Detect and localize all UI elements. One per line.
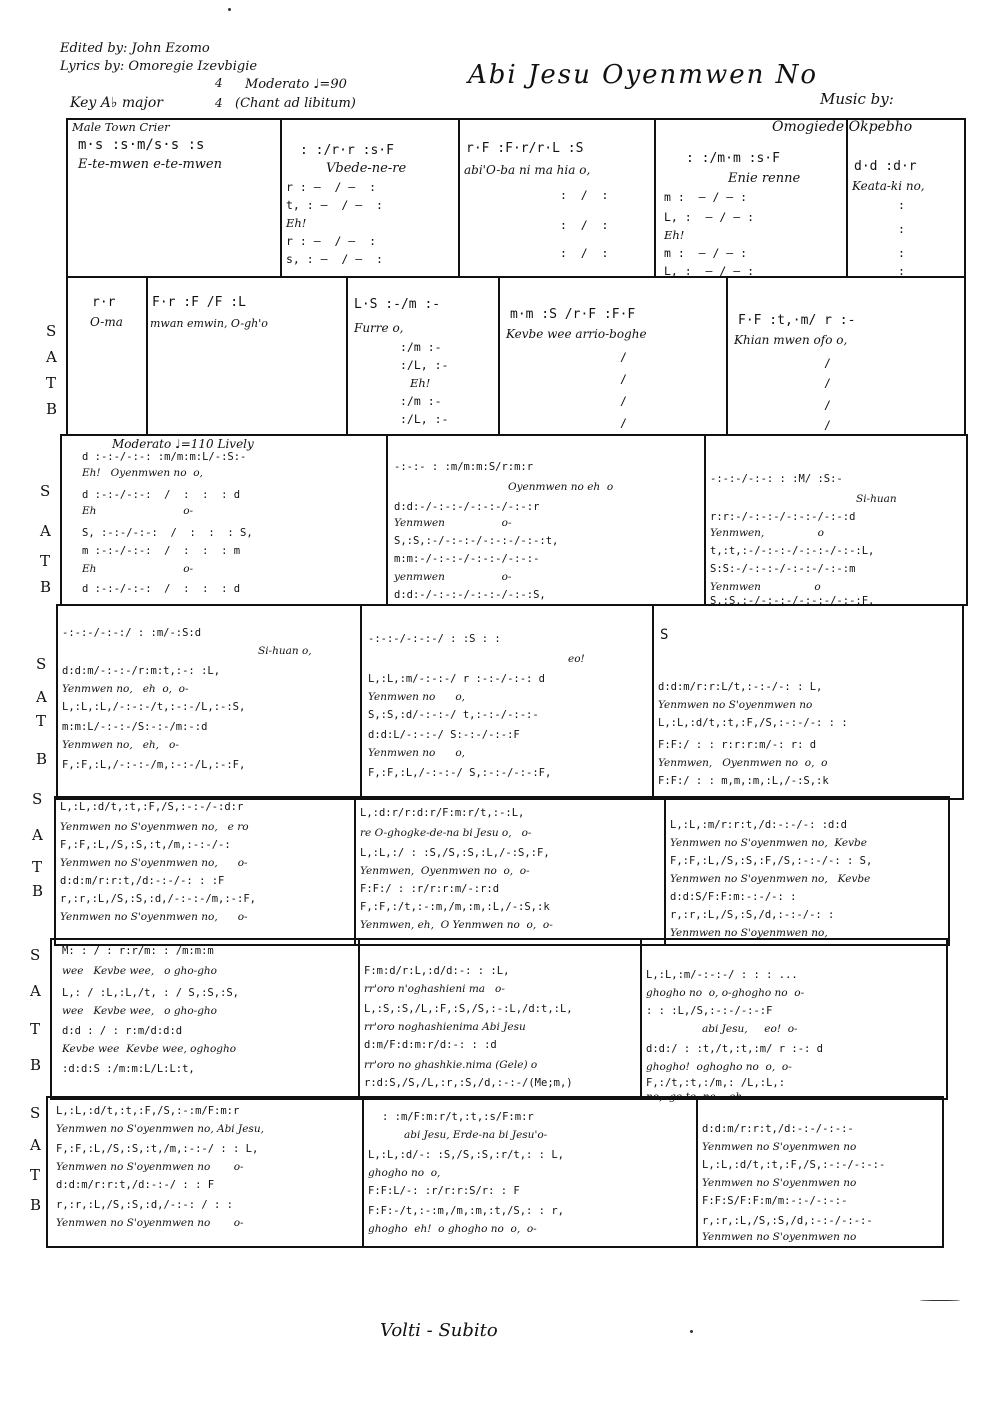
solfa-line: F,:F,:/t,:-:m,/m,:m,:L,/-:S,:k [360, 901, 550, 913]
solfa-line: / [824, 356, 831, 370]
lyric-line: E-te-mwen e-te-mwen [78, 157, 223, 172]
solfa-line: r:d:S,/S,/L,:r,:S,/d,:-:-/(Me;m,) [364, 1077, 573, 1089]
solfa-line: F,:F,:L,/S,:S,:t,/m,:-:-/-: [60, 839, 231, 851]
solfa-line: -:-:-/-:-:-/ : :S : : [368, 633, 501, 645]
solfa-line: d:d:-/-:-:-/-:-:-/-:-:r [394, 501, 540, 513]
solfa-line: F,:F,:L,/S,:S,:t,/m,:-:-/ : : L, [56, 1143, 259, 1155]
volti-subito: Volti - Subito [380, 1320, 498, 1341]
measure-cell [364, 1098, 698, 1246]
solfa-line: F:F:S/F:F:m/m:-:-/-:-:- [702, 1195, 848, 1207]
lyric-line: Keata-ki no, [852, 179, 925, 193]
solfa-line: L,:L,:d/-: :S,/S,:S,:r/t,: : L, [368, 1149, 564, 1161]
measure-cell [52, 940, 360, 1098]
voice-label-s: S [36, 655, 47, 673]
voice-label-a: A [40, 522, 51, 540]
voice-label-s: S [46, 322, 57, 340]
voice-label-s: S [32, 790, 43, 808]
lyric-line: Furre o, [354, 321, 404, 335]
solfa-line: r : — / — : [286, 180, 377, 194]
solfa-line: d:d:m/r:r:t,/d:-:-/ : : F [56, 1179, 215, 1191]
solfa-line: :d:d:S :/m:m:L/L:L:t, [62, 1063, 195, 1075]
measure-cell [666, 798, 948, 944]
lyric-line: Yenmwen no S'oyenmwen no [702, 1231, 857, 1243]
voice-label-t: T [40, 552, 51, 570]
voice-label-a: A [36, 688, 47, 706]
measure-cell [654, 606, 962, 798]
solfa-line: d :-:-/-:-: / : : : d [82, 583, 241, 595]
solfa-line: d :-:-/-:-: / : : : d [82, 489, 241, 501]
voice-label-t: T [32, 858, 43, 876]
solfa-line: L,:L,:d/t,:t,:F,/S,:-:m/F:m:r [56, 1105, 240, 1117]
lyric-line: Yenmwen no S'oyenmwen no, Kevbe [670, 873, 871, 885]
voice-label-b: B [40, 578, 52, 596]
voice-label-t: T [46, 374, 57, 392]
solfa-line: m·m :S /r·F :F·F [510, 307, 636, 322]
voice-label-a: A [32, 826, 43, 844]
solfa-line: -:-:-/-:-: : :M/ :S:- [710, 473, 843, 485]
solfa-line: L,:L,:m/-:-:-/ : : : ... [646, 969, 798, 981]
lyric-line: Eh! [286, 216, 307, 230]
measure-cell [356, 798, 666, 944]
lyric-line: Yenmwen no S'oyenmwen no [702, 1177, 857, 1189]
lyric-line: Vbede-ne-re [326, 161, 407, 176]
solfa-line: S,:S,:d/-:-:-/ t,:-:-/-:-:- [368, 709, 539, 721]
solfa-line: d:d : / : r:m/d:d:d [62, 1025, 183, 1037]
solfa-line: / [824, 376, 831, 390]
tempo-marking: Moderato ♩=90 [245, 77, 347, 92]
lyric-line: ghogho no o, o-ghogho no o- [646, 987, 805, 999]
lyric-line: Eh! [664, 228, 685, 242]
solfa-line: M: : / : r:r/m: : /m:m:m [62, 945, 214, 957]
solfa-line: / [620, 350, 627, 364]
solfa-line: d:d:S/F:F:m:-:-/-: : [670, 891, 797, 903]
lyric-line: ghogho no o, [368, 1167, 441, 1179]
scan-speck [920, 1300, 960, 1301]
solfa-line: r·r [92, 295, 116, 310]
system-row-5 [54, 796, 950, 946]
voice-label-s: S [40, 482, 51, 500]
lyric-line: Yenmwen no S'oyenmwen no, Kevbe [670, 837, 867, 849]
lyric-line: re O-ghogke-de-na bi Jesu o, o- [360, 827, 532, 839]
solfa-line: :/L, :- [400, 412, 449, 426]
solfa-line: F·r :F /F :L [152, 295, 246, 310]
measure-cell [500, 278, 728, 434]
solfa-line: S, :-:-/-:-: / : : : S, [82, 527, 253, 539]
lyric-line: wee Kevbe wee, o gho-gho [62, 1005, 217, 1017]
solfa-line: / [824, 398, 831, 412]
lyric-line: Kevbe wee Kevbe wee, oghogho [62, 1043, 237, 1055]
solfa-line: F:F:L/-: :r/r:r:S/r: : F [368, 1185, 520, 1197]
lyric-line: Yenmwen no, eh, o- [62, 739, 179, 751]
solfa-line: L,:d:r/r:d:r/F:m:r/t,:-:L, [360, 807, 525, 819]
solfa-line: d·d :d·r [854, 159, 917, 174]
lyric-line: no, ge-te no eh [646, 1091, 743, 1103]
measure-cell [348, 278, 500, 434]
solfa-line: F,:F,:L,/-:-:-/m,:-:-/L,:-:F, [62, 759, 246, 771]
system-row-7 [46, 1096, 944, 1248]
solfa-line: d:d:-/-:-:-/-:-:-/-:-:S, [394, 589, 546, 601]
system-row-4 [56, 604, 964, 800]
lyrics-by: Lyrics by: Omoregie Izevbigie [60, 59, 258, 74]
solfa-line: : / : [560, 218, 609, 232]
measure-cell [362, 606, 654, 798]
solfa-line: L,: / :L,:L,/t, : / S,:S,:S, [62, 987, 240, 999]
measure-cell [360, 940, 642, 1098]
solfa-line: : [898, 222, 905, 236]
lyric-line: Enie renne [728, 171, 801, 186]
lyric-line: Eh o- [82, 563, 194, 575]
lyric-line: Kevbe wee arrio-boghe [506, 327, 647, 341]
solfa-line: : [898, 198, 905, 212]
segno-sign: S [660, 627, 669, 643]
solfa-line: L, : — / — : [664, 210, 755, 224]
solfa-line: F,:/t,:t,:/m,: /L,:L,: [646, 1077, 786, 1089]
solfa-line: F,:F,:L,/S,:S,:F,/S,:-:-/-: : S, [670, 855, 873, 867]
solfa-line: m·s :s·m/s·s :s [78, 137, 205, 153]
solfa-line: : / : [560, 246, 609, 260]
lyric-line: rr'oro no ghashkie.nima (Gele) o [364, 1059, 538, 1071]
lyric-line: Eh o- [82, 505, 194, 517]
solfa-line: : :/m·m :s·F [686, 151, 780, 166]
solfa-line: S,:S,:-/-:-:-/-:-:-/-:-:t, [394, 535, 559, 547]
system-row-3 [60, 434, 968, 606]
solfa-line: -:-:-/-:-:/ : :m/-:S:d [62, 627, 202, 639]
lyric-line: Yenmwen, Oyenmwen no o, o [658, 757, 828, 769]
solfa-line: L,:L,:m/r:r:t,/d:-:-/-: :d:d [670, 819, 848, 831]
lyric-line: Yenmwen no S'oyenmwen no [658, 699, 813, 711]
solfa-line: r,:r,:L,/S,:S,:d,/-:-:-/m,:-:F, [60, 893, 256, 905]
solfa-line: r:r:-/-:-:-/-:-:-/-:-:d [710, 511, 856, 523]
lyric-line: Yenmwen no S'oyenmwen no, e ro [60, 821, 249, 833]
scan-speck [690, 1330, 693, 1333]
lyric-line: yenmwen o- [394, 571, 512, 583]
solfa-line: L,:L,:/ : :S,/S,:S,:L,/-:S,:F, [360, 847, 550, 859]
time-signature-bottom: 4 [215, 96, 223, 110]
measure-cell [388, 436, 706, 604]
lyric-line: Yenmwen o- [394, 517, 512, 529]
measure-cell [148, 278, 348, 434]
measure-cell [706, 436, 966, 607]
solfa-line: d:d:m/r:r:L/t,:-:-/-: : L, [658, 681, 823, 693]
solfa-line: r,:r,:L,/S,:S,/d,:-:-/-:-:- [702, 1215, 873, 1227]
solfa-line: d:d:L/-:-:-/ S:-:-/-:-:F [368, 729, 520, 741]
voice-label-b: B [32, 882, 44, 900]
lyric-line: Yenmwen no S'oyenmwen no, [670, 927, 828, 939]
lyric-line: Khian mwen ofo o, [734, 333, 848, 347]
solfa-line: F,:F,:L,/-:-:-/ S,:-:-/-:-:F, [368, 767, 552, 779]
solfa-line: r : — / — : [286, 234, 377, 248]
measure-cell [698, 1098, 942, 1246]
solfa-line: : [898, 264, 905, 278]
voice-label-b: B [30, 1056, 42, 1074]
music-by-label: Music by: [820, 90, 894, 108]
lyric-line: Yenmwen no, eh o, o- [62, 683, 189, 695]
solfa-line: L·S :-/m :- [354, 297, 441, 312]
solfa-line: L,:L,:L,/-:-:-/t,:-:-/L,:-:S, [62, 701, 246, 713]
solfa-line: m:m:L/-:-:-/S:-:-/m:-:d [62, 721, 208, 733]
solfa-line: F:m:d/r:L,:d/d:-: : :L, [364, 965, 510, 977]
solfa-line: : : :L,/S,:-:-/-:-:F [646, 1005, 773, 1017]
measure-cell [68, 278, 148, 434]
solfa-line: :/L, :- [400, 358, 449, 372]
solfa-line: d:d:/ : :t,/t,:t,:m/ r :-: d [646, 1043, 824, 1055]
lyric-line: Yenmwen o [710, 581, 821, 593]
solfa-line: d :-:-/-:-: :m/m:m:L/-:S:- [82, 451, 247, 463]
lyric-line: rr'oro noghashienima Abi Jesu [364, 1021, 526, 1033]
lyric-line: O-ma [90, 315, 123, 329]
solfa-line: F·F :t,·m/ r :- [738, 313, 856, 328]
lyric-line: Yenmwen no S'oyenmwen no, o- [60, 911, 248, 923]
lyric-line: Oyenmwen no eh o [508, 481, 614, 493]
solfa-line: L,:L,:d/t,:t,:F,/S,:-:-/-: : : [658, 717, 848, 729]
lyric-line: Yenmwen no S'oyenmwen no o- [56, 1161, 244, 1173]
solfa-line: r,:r,:L,/S,:S,/d,:-:-/-: : [670, 909, 835, 921]
lyric-line: Yenmwen no o, [368, 691, 466, 703]
solfa-line: d:d:m/r:r:t,/d:-:-/-: : :F [60, 875, 225, 887]
solfa-line: F:F:/ : : m,m,:m,:L,/-:S,:k [658, 775, 829, 787]
lyric-line: Yenmwen, o [710, 527, 824, 539]
measure-cell [282, 120, 460, 276]
lyric-line: wee Kevbe wee, o gho-gho [62, 965, 217, 977]
solfa-line: d:d:m/r:r:t,/d:-:-/-:-:- [702, 1123, 854, 1135]
lyric-line: abi Jesu, eo! o- [702, 1023, 798, 1035]
lyric-line: abi Jesu, Erde-na bi Jesu'o- [404, 1129, 548, 1141]
solfa-line: m:m:-/-:-:-/-:-:-/-:-:- [394, 553, 540, 565]
solfa-line: L,:L,:d/t,:t,:F,/S,:-:-/-:d:r [60, 801, 244, 813]
measure-cell [728, 278, 964, 434]
measure-cell [48, 1098, 364, 1246]
measure-cell [62, 436, 388, 604]
lyric-line: Si-huan [856, 493, 897, 505]
solfa-line: :/m :- [400, 394, 442, 408]
lyric-line: eo! [568, 653, 585, 665]
lyric-line: Yenmwen, Oyenmwen no o, o- [360, 865, 530, 877]
voice-label-b: B [46, 400, 58, 418]
time-signature-top: 4 [215, 76, 223, 90]
tempo-marking: Moderato ♩=110 Lively [112, 437, 254, 451]
solfa-line: : / : [560, 188, 609, 202]
solfa-line: r·F :F·r/r·L :S [466, 141, 584, 156]
lyric-line: Si-huan o, [258, 645, 312, 657]
voice-label-a: A [30, 982, 41, 1000]
solfa-line: : :/r·r :s·F [300, 143, 394, 158]
solfa-line: m : — / — : [664, 246, 748, 260]
solfa-line: L, : — / — : [664, 264, 755, 278]
composer-name: Omogiede Okpebho [772, 119, 913, 135]
solfa-line: t, : — / — : [286, 198, 383, 212]
solfa-line: F:F:/ : : r:r:r:m/-: r: d [658, 739, 817, 751]
solfa-line: d:m/F:d:m:r/d:-: : :d [364, 1039, 497, 1051]
measure-cell [68, 120, 282, 276]
solfa-line: d:d:m/-:-:-/r:m:t,:-: :L, [62, 665, 221, 677]
voice-label-s: S [30, 1104, 41, 1122]
solfa-line: m :-:-/-:-: / : : : m [82, 545, 241, 557]
solfa-line: : [898, 246, 905, 260]
solfa-line: F:F:-/t,:-:m,/m,:m,:t,/S,: : r, [368, 1205, 564, 1217]
measure-cell [460, 120, 656, 276]
voice-label-t: T [36, 712, 47, 730]
system-row-2 [66, 276, 966, 436]
voice-label-t: T [30, 1166, 41, 1184]
voice-part-label: Male Town Crier [72, 120, 170, 134]
solfa-line: S:S:-/-:-:-/-:-:-/-:-:m [710, 563, 856, 575]
scan-speck [228, 8, 231, 11]
solfa-line: L,:L,:m/-:-:-/ r :-:-/-:-: d [368, 673, 546, 685]
solfa-line: / [824, 418, 831, 432]
lyric-line: ghogho! oghogho no o, o- [646, 1061, 792, 1073]
voice-label-a: A [46, 348, 57, 366]
measure-cell [656, 120, 848, 276]
solfa-line: m : — / — : [664, 190, 748, 204]
solfa-line: -:-:- : :m/m:m:S/r:m:r [394, 461, 534, 473]
solfa-line: :/m :- [400, 340, 442, 354]
lyric-line: Yenmwen no S'oyenmwen no, Abi Jesu, [56, 1123, 264, 1135]
lyric-line: Yenmwen no S'oyenmwen no [702, 1141, 857, 1153]
lyric-line: Eh! [410, 376, 431, 390]
lyric-line: abi'O-ba ni ma hia o, [464, 163, 591, 177]
song-title: Abi Jesu Oyenmwen No [468, 60, 819, 90]
voice-label-a: A [30, 1136, 41, 1154]
voice-label-b: B [30, 1196, 42, 1214]
solfa-line: s, : — / — : [286, 252, 383, 266]
measure-cell [848, 120, 964, 276]
solfa-line: / [620, 394, 627, 408]
lyric-line: Yenmwen no o, [368, 747, 466, 759]
solfa-line: t,:t,:-/-:-:-/-:-:-/-:-:L, [710, 545, 875, 557]
lyric-line: Yenmwen, eh, O Yenmwen no o, o- [360, 919, 553, 931]
solfa-line: S,:S,:-/-:-:-/-:-:-/-:-:F, [710, 595, 875, 607]
voice-label-t: T [30, 1020, 41, 1038]
system-row-1 [66, 118, 966, 278]
lyric-line: mwan emwin, O-gh'o [150, 317, 268, 330]
solfa-line: L,:L,:d/t,:t,:F,/S,:-:-/-:-:- [702, 1159, 886, 1171]
measure-cell [56, 798, 356, 944]
solfa-line: / [620, 372, 627, 386]
lyric-line: Yenmwen no S'oyenmwen no, o- [60, 857, 248, 869]
lyric-line: rr'oro n'oghashieni ma o- [364, 983, 505, 995]
solfa-line: / [620, 416, 627, 430]
solfa-line: L,:S,:S,/L,:F,:S,/S,:-:L,/d:t,:L, [364, 1003, 573, 1015]
solfa-line: F:F:/ : :r/r:r:m/-:r:d [360, 883, 500, 895]
measure-cell [642, 940, 946, 1103]
chant-marking: (Chant ad libitum) [235, 96, 356, 111]
solfa-line: : :m/F:m:r/t,:t,:s/F:m:r [382, 1111, 534, 1123]
voice-label-s: S [30, 946, 41, 964]
system-row-6 [50, 938, 948, 1103]
lyric-line: ghogho eh! o ghogho no o, o- [368, 1223, 537, 1235]
lyric-line: Eh! Oyenmwen no o, [82, 467, 203, 479]
key-signature: Key A♭ major [70, 95, 163, 111]
lyric-line: Yenmwen no S'oyenmwen no o- [56, 1217, 244, 1229]
solfa-line: r,:r,:L,/S,:S,:d,/-:-: / : : [56, 1199, 234, 1211]
voice-label-b: B [36, 750, 48, 768]
measure-cell [58, 606, 362, 798]
edited-by: Edited by: John Ezomo [60, 41, 210, 56]
